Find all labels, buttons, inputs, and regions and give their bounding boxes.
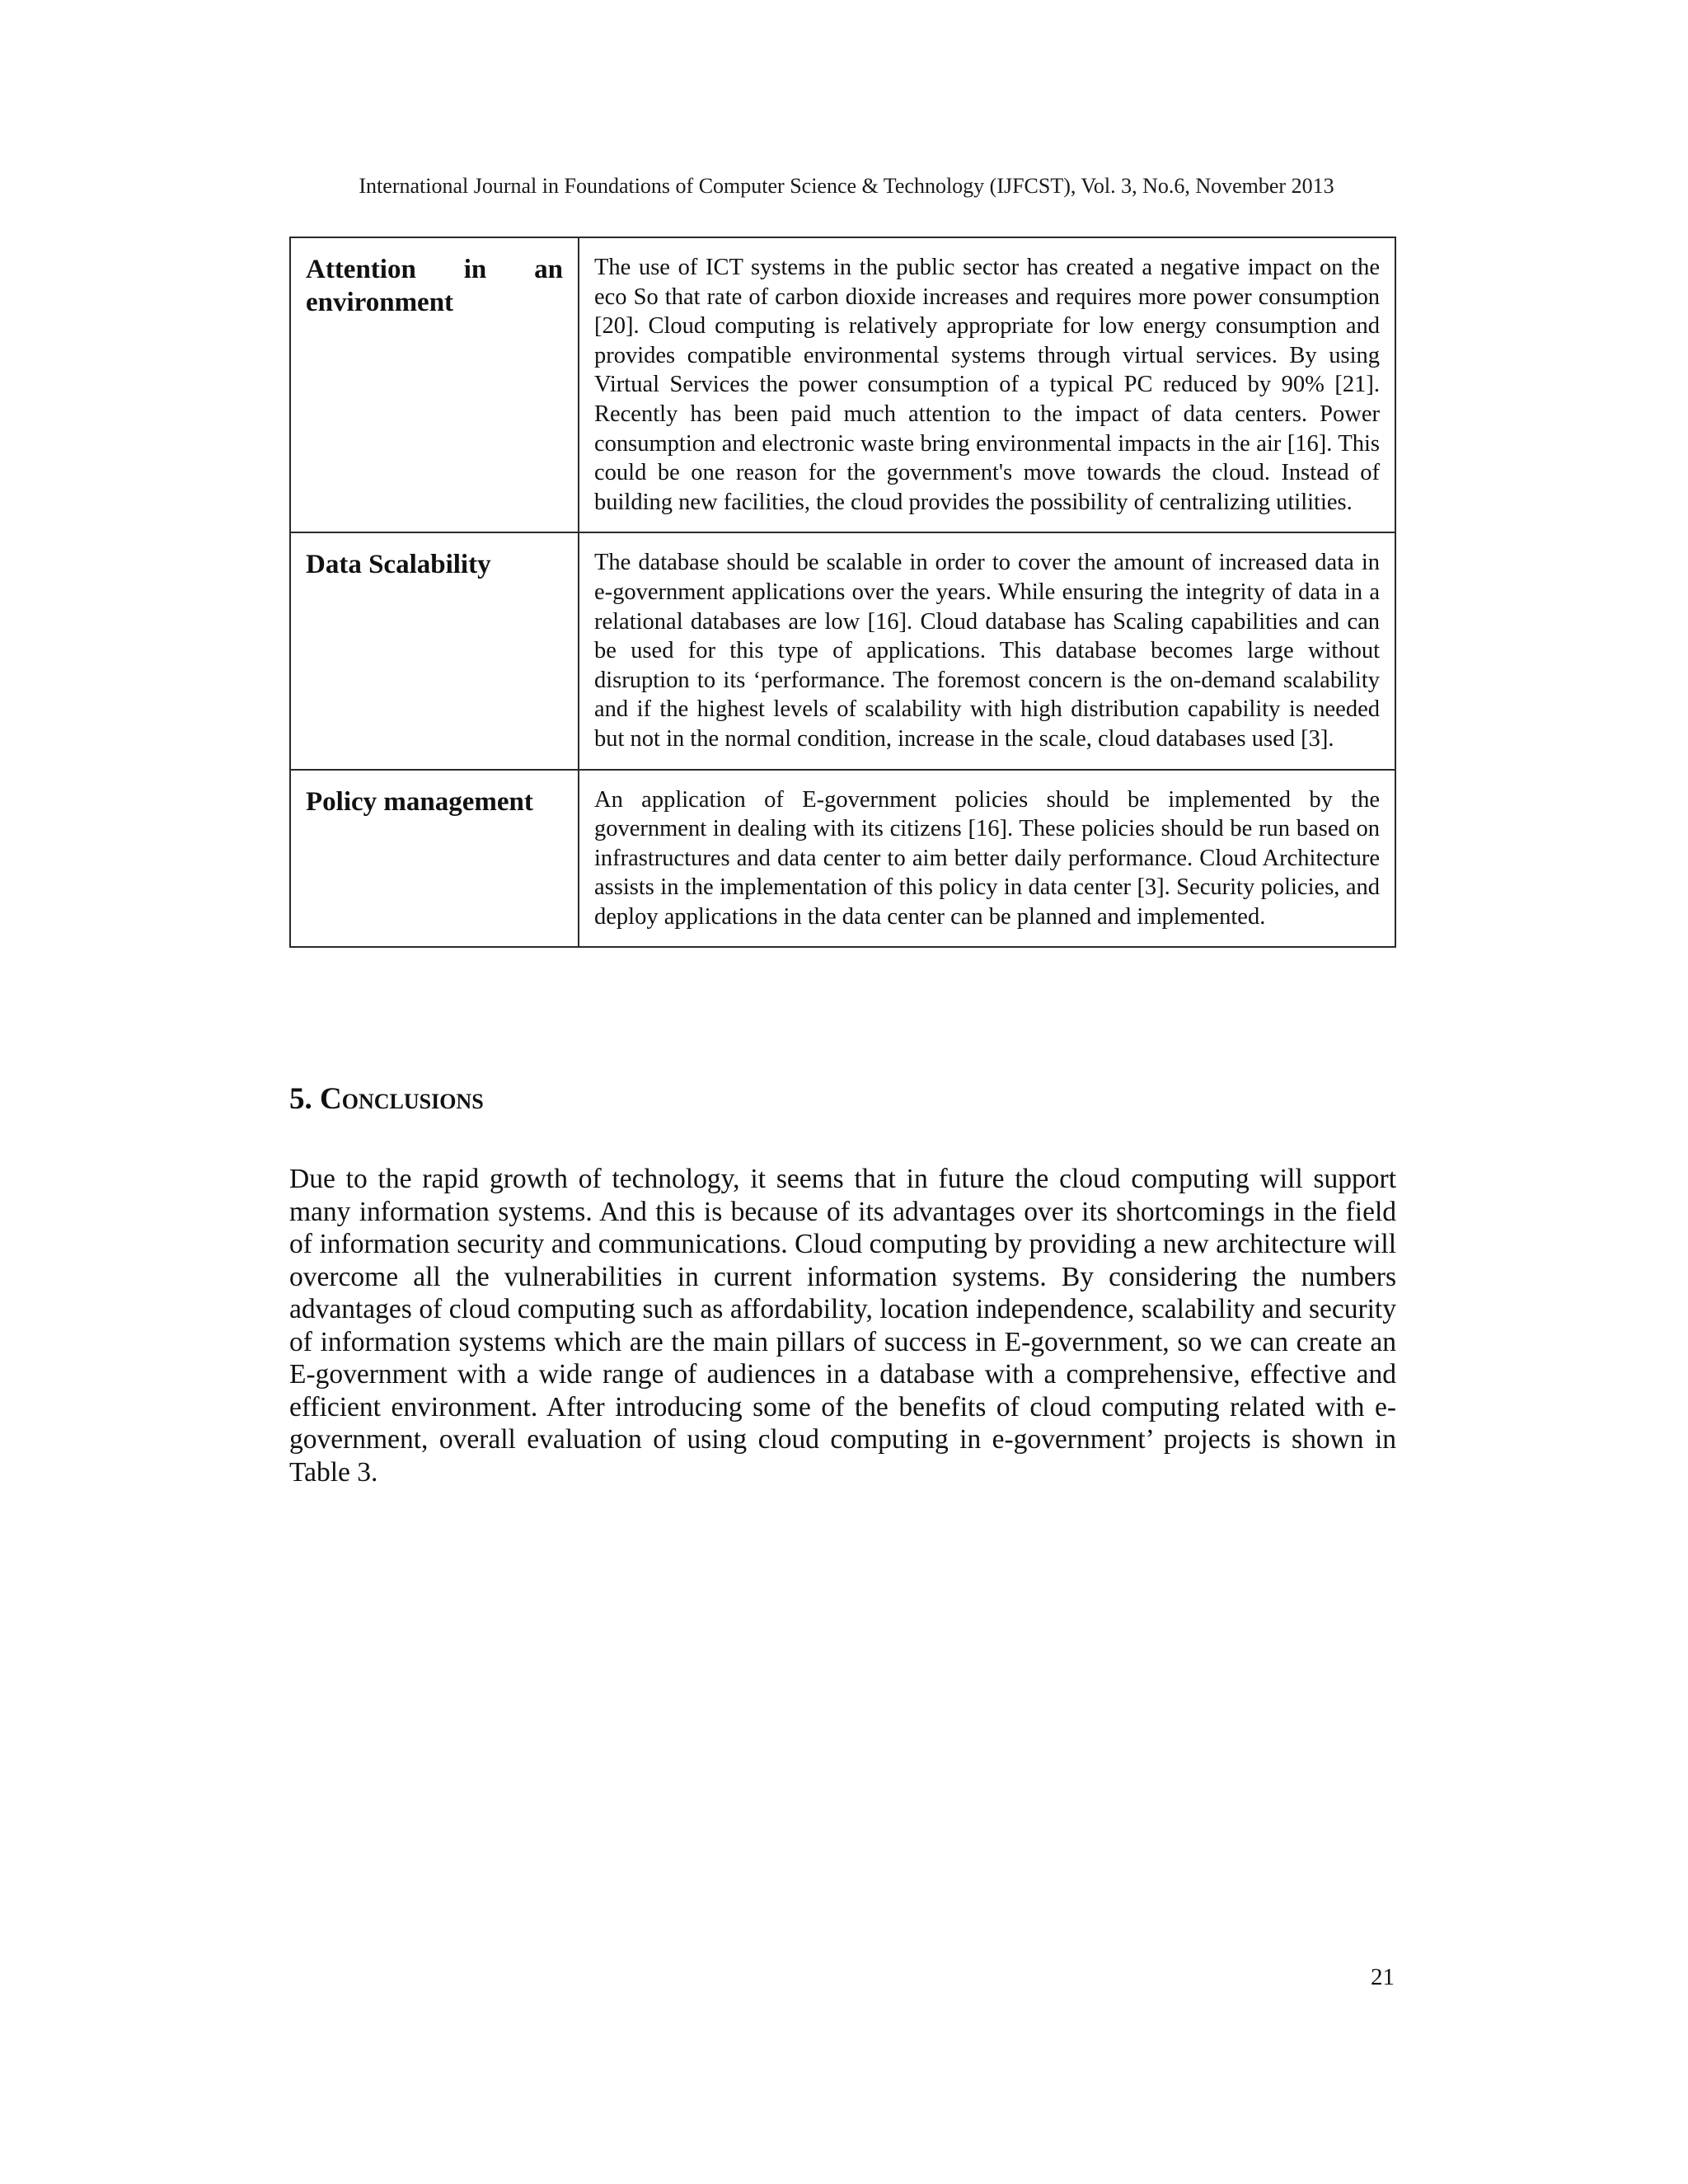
criteria-table	[289, 237, 1396, 948]
conclusion-paragraph: Due to the rapid growth of technology, it seems that in future the cloud computing will support many information systems. And this is because of its advantages over its shortcomings in the field of information security and communications. Cloud computing by providing a new architecture will overcome all the vulnerabilities in current information systems. By considering the numbers advantages of cloud computing such as affordability, location independence, scalability and security of information systems which are the main pillars of success in E-government, so we can create an E-government with a wide range of audiences in a database with a comprehensive, effective and efficient environment. After introducing some of the benefits of cloud computing related with e-government, overall evaluation of using cloud computing in e-government’ projects is shown in Table 3.	[289, 1164, 1396, 1488]
section-number: 5.	[289, 1082, 312, 1116]
table-row	[290, 770, 1395, 948]
row-heading: Policy management	[290, 770, 579, 948]
row-heading: Data Scalability	[290, 532, 579, 769]
row-heading: Attention in an environment	[290, 237, 579, 532]
row-text: The database should be scalable in order to cover the amount of increased data in e-government applications over the years. While ensuring the integrity of data in a relational databases are low [16]. Cloud database has Scaling capabilities and can be used for this type of applications. This database becomes large without disruption to its ‘performance. The foremost concern is the on-demand scalability and if the highest levels of scalability with high distribution capability is needed but not in the normal condition, increase in the scale, cloud databases used [3].	[579, 532, 1395, 769]
page-number: 21	[1371, 1964, 1395, 1990]
table	[289, 237, 1396, 948]
running-header: International Journal in Foundations of Computer Science & Technology (IJFCST), Vol. 3, No.6, November 2013	[359, 174, 1334, 198]
row-text: An application of E-government policies should be implemented by the government in dealing with its citizens [16]. These policies should be run based on infrastructures and data center to aim better daily performance. Cloud Architecture assists in the implementation of this policy in data center [3]. Security policies, and deploy applications in the data center can be planned and implemented.	[579, 770, 1395, 948]
row-text: The use of ICT systems in the public sector has created a negative impact on the eco So that rate of carbon dioxide increases and requires more power consumption [20]. Cloud computing is relatively appropriate for low energy consumption and provides compatible environmental systems through virtual services. By using Virtual Services the power consumption of a typical PC reduced by 90% [21]. Recently has been paid much attention to the impact of data centers. Power consumption and electronic waste bring environmental impacts in the air [16]. This could be one reason for the government's move towards the cloud. Instead of building new facilities, the cloud provides the possibility of centralizing utilities.	[579, 237, 1395, 532]
section-title: Conclusions	[320, 1082, 484, 1116]
table-row	[290, 237, 1395, 532]
table-row	[290, 532, 1395, 769]
section-heading	[289, 1081, 484, 1118]
